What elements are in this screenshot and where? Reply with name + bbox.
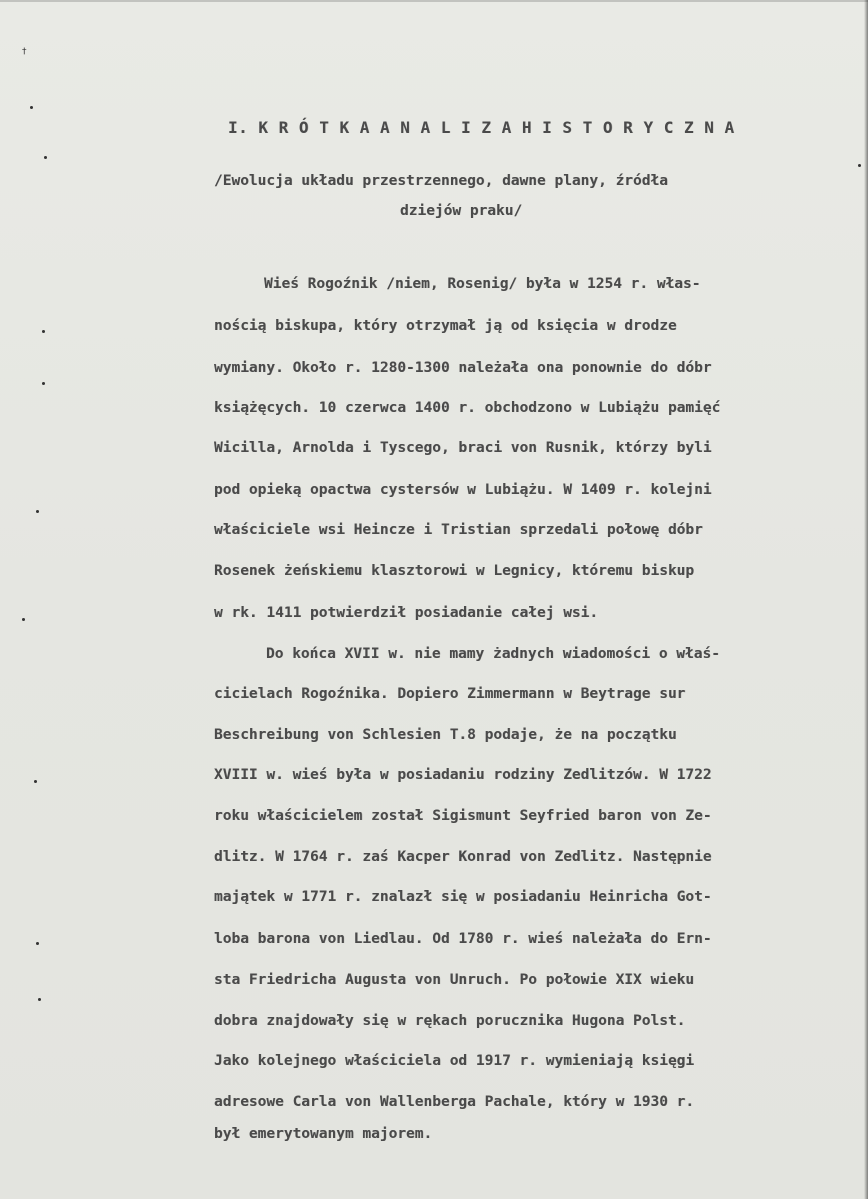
body-line: Do końca XVII w. nie mamy żadnych wiadomości o właś- xyxy=(266,646,720,662)
body-line: właściciele wsi Heincze i Tristian sprzedali połowę dóbr xyxy=(214,522,703,538)
margin-dot xyxy=(44,156,47,159)
body-line: cicielach Rogoźnika. Dopiero Zimmermann w Beytrage sur xyxy=(214,686,686,702)
body-line: majątek w 1771 r. znalazł się w posiadaniu Heinricha Got- xyxy=(214,889,712,905)
margin-dot xyxy=(30,106,33,109)
section-subheading-line-1: /Ewolucja układu przestrzennego, dawne plany, źródła xyxy=(214,173,668,189)
body-line: Jako kolejnego właściciela od 1917 r. wymieniają księgi xyxy=(214,1053,695,1069)
body-line: Rosenek żeńskiemu klasztorowi w Legnicy, któremu biskup xyxy=(214,563,695,579)
section-heading: I. K R Ó T K A A N A L I Z A H I S T O R Y C Z N A xyxy=(228,118,735,137)
body-line: Wieś Rogoźnik /niem, Rosenig/ była w 1254 r. włas- xyxy=(264,276,701,292)
body-line: sta Friedricha Augusta von Unruch. Po połowie XIX wieku xyxy=(214,972,695,988)
margin-dot xyxy=(22,618,25,621)
body-line: Beschreibung von Schlesien T.8 podaje, że na początku xyxy=(214,727,677,743)
body-line: Wicilla, Arnolda i Tyscego, braci von Rusnik, którzy byli xyxy=(214,440,712,456)
body-line: pod opieką opactwa cystersów w Lubiążu. W 1409 r. kolejni xyxy=(214,482,712,498)
body-line: książęcych. 10 czerwca 1400 r. obchodzono w Lubiążu pamięć xyxy=(214,400,721,416)
body-line: w rk. 1411 potwierdził posiadanie całej wsi. xyxy=(214,605,599,621)
margin-dot xyxy=(34,780,37,783)
top-edge-shadow xyxy=(0,0,868,2)
body-line: roku właścicielem został Sigismunt Seyfried baron von Ze- xyxy=(214,808,712,824)
margin-mark: † xyxy=(22,47,27,57)
margin-dot xyxy=(36,510,39,513)
margin-dot xyxy=(42,330,45,333)
margin-dot xyxy=(38,998,41,1001)
margin-dot xyxy=(42,382,45,385)
body-line: nością biskupa, który otrzymał ją od księcia w drodze xyxy=(214,318,677,334)
body-line: XVIII w. wieś była w posiadaniu rodziny Zedlitzów. W 1722 xyxy=(214,767,712,783)
margin-dot xyxy=(858,164,861,167)
body-line: wymiany. Około r. 1280-1300 należała ona ponownie do dóbr xyxy=(214,360,712,376)
right-edge-shadow xyxy=(864,0,868,1199)
body-line: był emerytowanym majorem. xyxy=(214,1126,433,1142)
body-line: dobra znajdowały się w rękach porucznika Hugona Polst. xyxy=(214,1013,686,1029)
body-line: loba barona von Liedlau. Od 1780 r. wieś należała do Ern- xyxy=(214,931,712,947)
body-line: dlitz. W 1764 r. zaś Kacper Konrad von Zedlitz. Następnie xyxy=(214,849,712,865)
margin-dot xyxy=(36,942,39,945)
body-line: adresowe Carla von Wallenberga Pachale, który w 1930 r. xyxy=(214,1094,695,1110)
section-subheading-line-2: dziejów praku/ xyxy=(400,203,523,219)
